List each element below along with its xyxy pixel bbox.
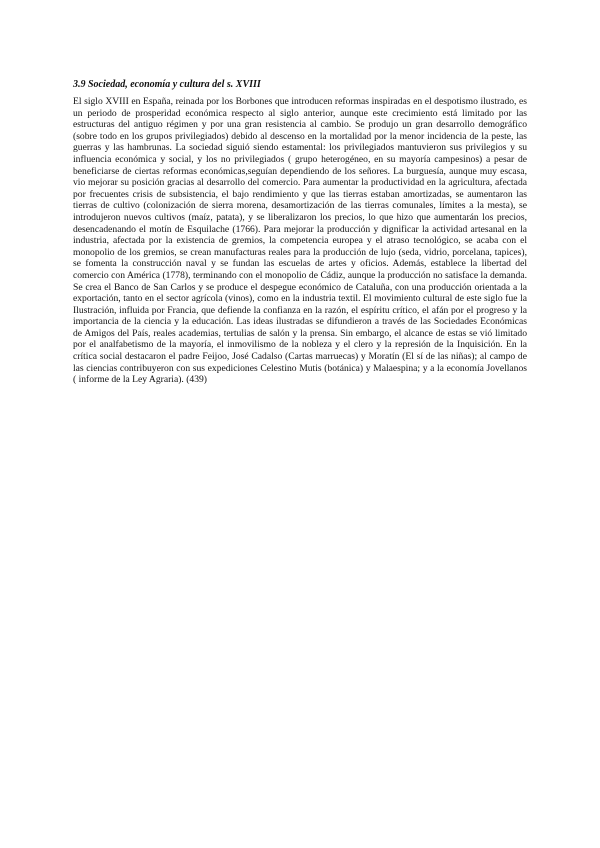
document-content (73, 79, 527, 386)
body-paragraph: El siglo XVIII en España, reinada por los Borbones que introducen reformas inspiradas en el despotismo ilustrado, es un periodo de prosperidad económica respecto al siglo anterior, aunque este crecimiento está limitado por las estructuras del antiguo régimen y por una gran resistencia al cambio. Se produjo un gran desarrollo demográfico (sobre todo en los grupos privilegiados) debido al descenso en la mortalidad por la menor incidencia de la peste, las guerras y las hambrunas. La sociedad siguió siendo estamental: los privilegiados mantuvieron sus privilegios y su influencia económica y social, y los no privilegiados ( grupo heterogéneo, en su mayoría campesinos) a pesar de beneficiarse de ciertas reformas económicas,seguían dependiendo de los señores. La burguesía, aunque muy escasa, vio mejorar su posición gracias al desarrollo del comercio. Para aumentar la productividad en la agricultura, afectada por frecuentes crisis de subsistencia, el bajo rendimiento y que las tierras estaban amortizadas, se aumentaron las tierras de cultivo (colonización de sierra morena, desamortización de las tierras comunales, límites a la mesta), se introdujeron nuevos cultivos (maíz, patata), y se liberalizaron los precios, lo que hizo que aumentarán los precios, desencadenando el motín de Esquilache (1766). Para mejorar la producción y dignificar la actividad artesanal en la industria, afectada por la existencia de gremios, la competencia europea y el atraso tecnológico, se acaba con el monopolio de los gremios, se crean manufacturas reales para la producción de lujo (seda, vidrio, porcelana, tapices), se fomenta la construcción naval y se fundan las escuelas de artes y oficios. Además, establece la libertad del comercio con América (1778), terminando con el monopolio de Cádiz, aunque la producción no satisface la demanda. Se crea el Banco de San Carlos y se produce el despegue económico de Cataluña, con una producción orientada a la exportación, tanto en el sector agrícola (vinos), como en la industria textil. El movimiento cultural de este siglo fue la Ilustración, influida por Francia, que defiende la confianza en la razón, el espíritu crítico, el afán por el progreso y la importancia de la ciencia y la educación. Las ideas ilustradas se difundieron a través de las Sociedades Económicas de Amigos del País, reales academias, tertulias de salón y la prensa. Sin embargo, el alcance de estas se vió limitado por el analfabetismo de la mayoría, el inmovilismo de la nobleza y el clero y la represión de la Inquisición. En la crítica social destacaron el padre Feijoo, José Cadalso (Cartas marruecas) y Moratín (El sí de las niñas); al campo de las ciencias contribuyeron con sus expediciones Celestino Mutis (botánica) y Malaespina; y a la economía Jovellanos ( informe de la Ley Agraria). (439) (73, 96, 527, 386)
section-heading: 3.9 Sociedad, economía y cultura del s. XVIII (73, 79, 261, 90)
